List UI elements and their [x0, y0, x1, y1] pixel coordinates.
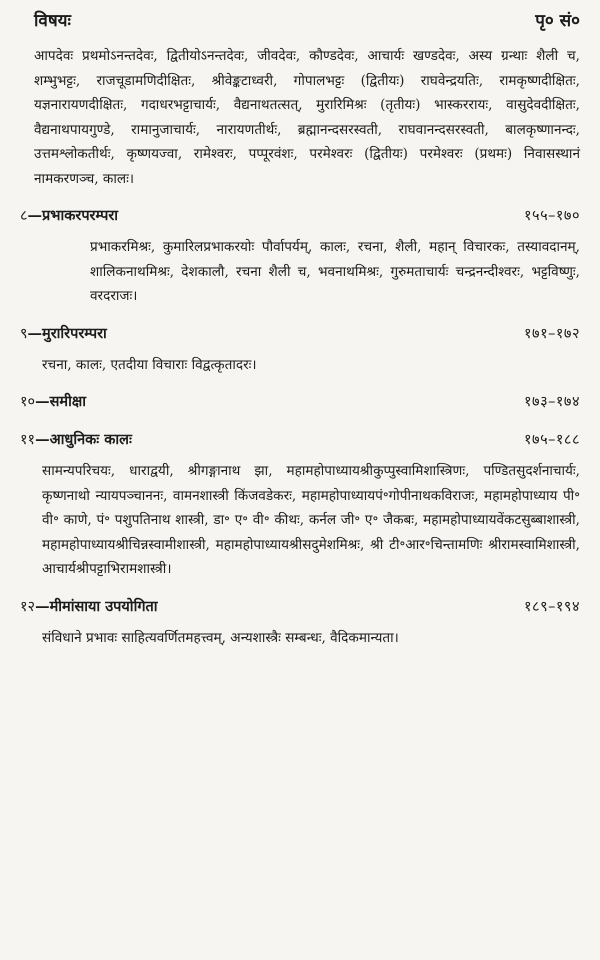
section-heading [20, 389, 580, 415]
section-title: आधुनिकः कालः [49, 431, 132, 448]
section-heading [20, 203, 580, 229]
section-dash: — [35, 597, 50, 615]
intro-paragraph: आपदेवः प्रथमोऽनन्तदेवः, द्वितीयोऽनन्तदेवः, जीवदेवः, कौण्डदेवः, आचार्यः खण्डदेवः, अस्य ग्रन्थाः शैली च, शम्भुभट्टः, राजचूडामणिदीक्षितः, श्रीवेङ्कटाध्वरी, गोपालभट्टः (द्वितीयः) राघवेन्द्रयतिः, रामकृष्णदीक्षितः, यज्ञनारायणदीक्षितः, गदाधरभट्टाचार्यः, वैद्यनाथतत्सत्, मुरारिमिश्रः (तृतीयः) भास्कररायः, वासुदेवदीक्षितः, वैद्यनाथपायगुण्डे, रामानुजाचार्यः, नारायणतीर्थः, ब्रह्मानन्दसरस्वती, राघवानन्दसरस्वती, बालकृष्णानन्दः, उत्तमश्लोकतीर्थः, कृष्णयज्वा, रामेश्वरः, पप्पूरवंशः, परमेश्वरः (द्वितीयः) परमेश्वरः (प्रथमः) निवासस्थानं नामकरणञ्च, कालः। [34, 48, 580, 187]
section-dash: — [35, 431, 50, 448]
section-title: समीक्षा [49, 393, 86, 410]
section-number: १० [20, 394, 36, 410]
contents-header [34, 6, 580, 36]
header-page-number-label: पृ० सं० [535, 11, 580, 31]
section-title: प्रभाकरपरम्परा [42, 207, 119, 224]
section-body: प्रभाकरमिश्रः, कुमारिलप्रभाकरयोः पौर्वापर्यम्, कालः, रचना, शैली, महान् विचारकः, तस्यावदानम्, शालिकनाथमिश्रः, देशकालौ, रचना शैली च, भवनाथमिश्रः, गुरुमताचार्यः चन्द्रनन्दीश्वरः, भट्टविष्णुः, वरदराजः। [90, 239, 580, 304]
section-dash: — [35, 393, 50, 410]
section-title: मुरारिपरम्परा [42, 324, 107, 342]
section-heading [20, 427, 580, 453]
section-number: ८ [20, 208, 28, 224]
section-pages: १७३–१७४ [524, 394, 580, 410]
section-number: ९ [20, 325, 28, 342]
section-number: १२ [20, 598, 36, 615]
section-body: रचना, कालः, एतदीया विचाराः विद्वत्कृतादरः। [42, 356, 257, 373]
section-body: सामन्यपरिचयः, धाराद्वयी, श्रीगङ्गानाथ झा, महामहोपाध्यायश्रीकुप्पुस्वामिशास्त्रिणः, पण्डितसुदर्शनाचार्यः, कृष्णनाथो न्यायपञ्चाननः, वामनशास्त्री किंजवडेकरः, महामहोपाध्यायपं॰गोपीनाथकविराजः, महामहोपाध्याय पी॰ वी॰ काणे, पं॰ पशुपतिनाथ शास्त्री, डा॰ ए॰ वी॰ कीथः, कर्नल जी॰ ए॰ जैकबः, महामहोपाध्यायवेंकटसुब्बाशास्त्री, महामहोपाध्यायश्रीचिन्नस्वामीशास्त्री, महामहोपाध्यायश्रीसदुमेशमिश्रः, श्री टी॰आर॰चिन्तामणिः श्रीरामस्वामिशास्त्री, आचार्यश्रीपट्टाभिरामशास्त्री। [42, 463, 580, 577]
section-pages: १५५–१७० [524, 208, 580, 224]
section-pages: १८९–१९४ [524, 598, 580, 615]
section-body: संविधाने प्रभावः साहित्यवर्णितमहत्त्वम्, अन्यशास्त्रैः सम्बन्धः, वैदिकमान्यता। [42, 629, 399, 646]
section-heading [20, 594, 580, 620]
section-dash: — [27, 324, 43, 342]
section-pages: १७१–१७२ [524, 325, 580, 342]
section-pages: १७५–१८८ [524, 432, 580, 448]
section-heading [20, 321, 580, 347]
header-subject-label: विषयः [34, 11, 71, 31]
section-title: मीमांसाया उपयोगिता [49, 597, 158, 615]
section-number: ११ [20, 432, 36, 448]
section-dash: — [27, 207, 43, 224]
